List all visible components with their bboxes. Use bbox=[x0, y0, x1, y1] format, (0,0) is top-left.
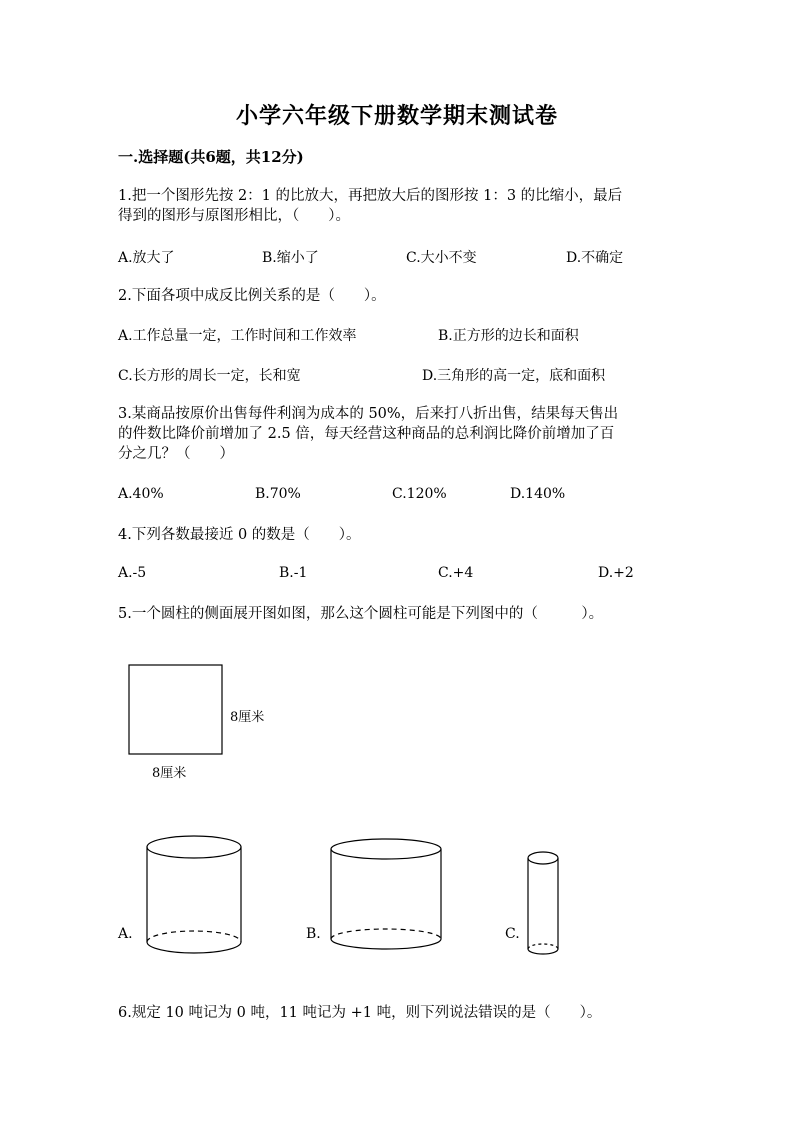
q1-option-c: C.大小不变 bbox=[406, 250, 477, 266]
cylinder-a bbox=[145, 835, 245, 957]
square-net-figure bbox=[128, 664, 224, 756]
square-net bbox=[129, 665, 222, 754]
question-1-line-1: 1.把一个图形先按 2：1 的比放大，再把放大后的图形按 1：3 的比缩小，最后 bbox=[118, 188, 623, 204]
q4-option-b: B.-1 bbox=[279, 565, 308, 581]
q2-option-d: D.三角形的高一定，底和面积 bbox=[422, 368, 606, 384]
q5-option-a: A. bbox=[118, 926, 133, 942]
side-length-label: 8厘米 bbox=[230, 710, 265, 725]
q2-option-c: C.长方形的周长一定，长和宽 bbox=[118, 368, 301, 384]
q4-option-d: D.+2 bbox=[598, 565, 634, 581]
question-5-line-1: 5.一个圆柱的侧面展开图如图，那么这个圆柱可能是下列图中的（ ）。 bbox=[118, 606, 604, 622]
q3-option-b: B.70% bbox=[255, 486, 301, 502]
question-6-line-1: 6.规定 10 吨记为 0 吨，11 吨记为 +1 吨，则下列说法错误的是（ ）。 bbox=[118, 1005, 602, 1021]
question-3-line-2: 的件数比降价前增加了 2.5 倍，每天经营这种商品的总利润比降价前增加了百 bbox=[118, 426, 615, 442]
question-3-line-1: 3.某商品按原价出售每件利润为成本的 50%，后来打八折出售，结果每天售出 bbox=[118, 406, 619, 422]
question-4-line-1: 4.下列各数最接近 0 的数是（ ）。 bbox=[118, 527, 361, 543]
q3-option-a: A.40% bbox=[118, 486, 164, 502]
page-title: 小学六年级下册数学期末测试卷 bbox=[235, 103, 558, 129]
bottom-length-label: 8厘米 bbox=[152, 766, 187, 781]
cylinder-c bbox=[526, 851, 562, 959]
q3-option-c: C.120% bbox=[392, 486, 447, 502]
question-2-line-1: 2.下面各项中成反比例关系的是（ ）。 bbox=[118, 288, 386, 304]
q1-option-d: D.不确定 bbox=[566, 250, 624, 266]
section-heading: 一.选择题(共6题，共12分) bbox=[118, 148, 304, 166]
q4-option-c: C.+4 bbox=[438, 565, 474, 581]
q5-option-b: B. bbox=[306, 926, 321, 942]
cylinder-b bbox=[329, 838, 445, 952]
question-3-line-3: 分之几？（ ） bbox=[118, 446, 234, 462]
q3-option-d: D.140% bbox=[510, 486, 566, 502]
q1-option-b: B.缩小了 bbox=[262, 250, 319, 266]
q4-option-a: A.-5 bbox=[118, 565, 147, 581]
q1-option-a: A.放大了 bbox=[118, 250, 175, 266]
q2-option-b: B.正方形的边长和面积 bbox=[438, 328, 579, 344]
q2-option-a: A.工作总量一定，工作时间和工作效率 bbox=[118, 328, 357, 344]
question-1-line-2: 得到的图形与原图形相比，（ ）。 bbox=[118, 208, 350, 224]
q5-option-c: C. bbox=[505, 926, 520, 942]
